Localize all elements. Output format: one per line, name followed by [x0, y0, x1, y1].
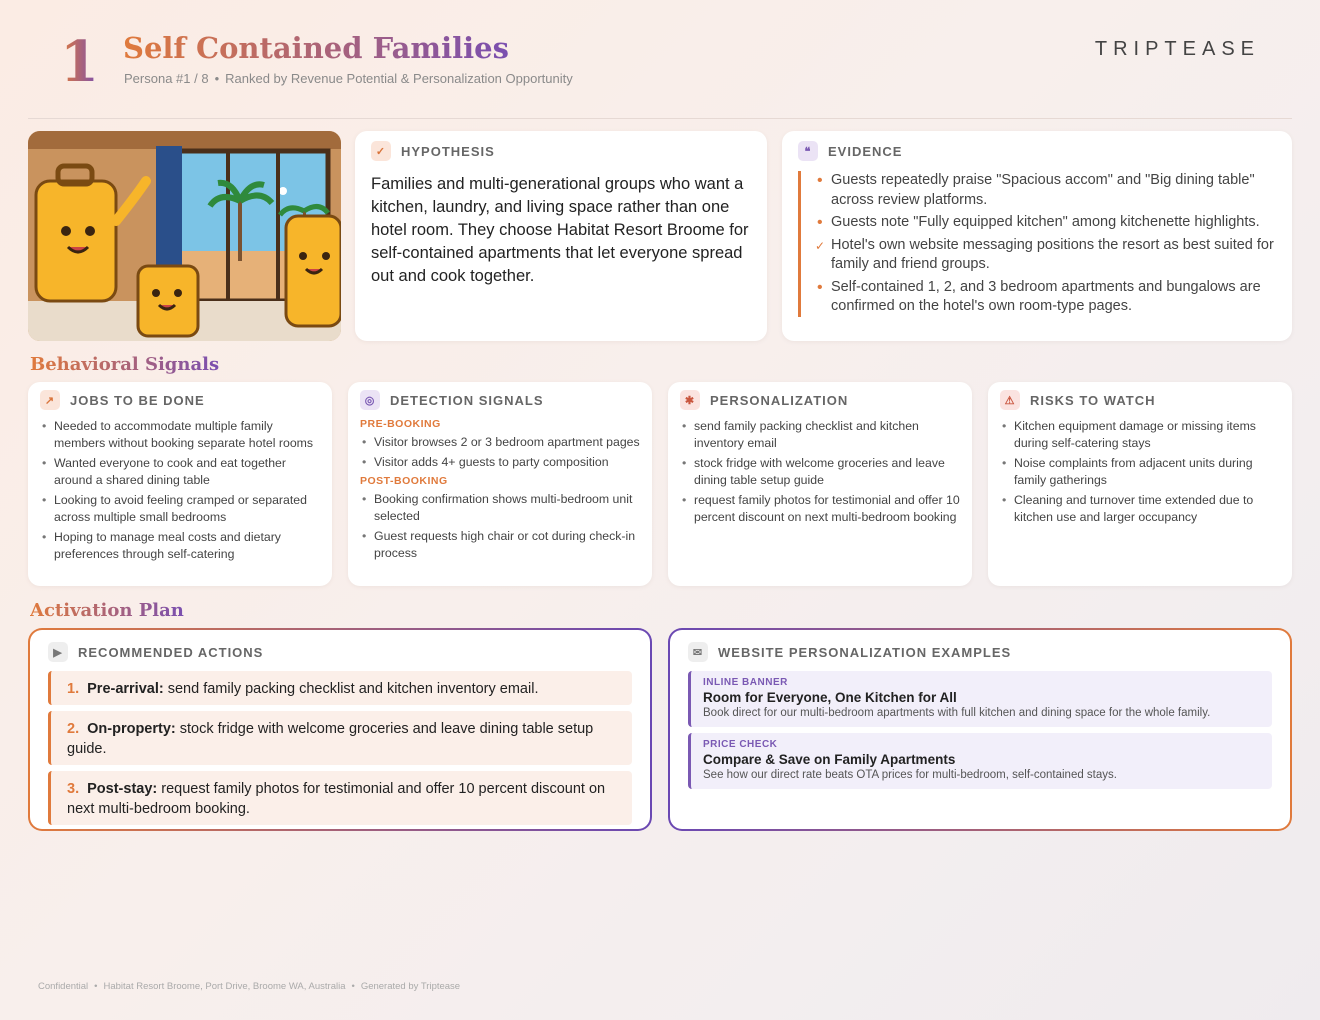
example-item: [688, 671, 1272, 727]
website-examples-card: [668, 628, 1292, 831]
footer-generated: Generated by Triptease: [360, 981, 461, 992]
personalization-heading: PERSONALIZATION: [710, 392, 849, 408]
ranking-text: Ranked by Revenue Potential & Personalization Opportunity: [225, 71, 573, 86]
post-booking-label: POST-BOOKING: [360, 475, 448, 487]
jobs-heading: JOBS TO BE DONE: [70, 392, 205, 408]
behavioral-signals-title: Behavioral Signals: [30, 354, 220, 375]
list-item: • Looking to avoid feeling cramped or separated across multiple small bedrooms: [40, 492, 320, 526]
actions-heading: RECOMMENDED ACTIONS: [78, 644, 264, 660]
page-subtitle: Persona #1 / 8 • Ranked by Revenue Potential & Personalization Opportunity: [124, 71, 573, 86]
personalization-card: [668, 382, 972, 586]
list-item: • Cleaning and turnover time extended due to kitchen use and larger occupancy: [1000, 492, 1280, 526]
action-text: send family packing checklist and kitchen inventory email.: [167, 681, 539, 697]
example-title: Compare & Save on Family Apartments: [703, 752, 956, 767]
evidence-item: • Guests repeatedly praise "Spacious accom" and "Big dining table" across review platforms.: [815, 171, 1276, 210]
footer-confidential: Confidential: [38, 981, 89, 992]
example-desc: Book direct for our multi-bedroom apartments with full kitchen and dining space for the whole family.: [703, 707, 1211, 719]
action-text: stock fridge with welcome groceries and leave dining table setup guide.: [67, 721, 594, 757]
detection-heading: DETECTION SIGNALS: [390, 392, 544, 408]
list-item: • request family photos for testimonial and offer 10 percent discount on next multi-bedroom booking: [680, 492, 960, 526]
warning-icon: ⚠: [1000, 390, 1020, 410]
persona-illustration: [28, 131, 341, 341]
envelope-icon: ✉: [688, 642, 708, 662]
asterisk-icon: ✱: [680, 390, 700, 410]
checkmark-icon: ✓: [815, 238, 826, 253]
persona-index: Persona #1 / 8: [124, 71, 209, 86]
list-item: • send family packing checklist and kitchen inventory email: [680, 418, 960, 452]
evidence-heading: EVIDENCE: [828, 143, 903, 159]
list-item: • Booking confirmation shows multi-bedroom unit selected: [360, 491, 640, 525]
examples-heading: WEBSITE PERSONALIZATION EXAMPLES: [718, 644, 1012, 660]
list-item: • Needed to accommodate multiple family members without booking separate hotel rooms: [40, 418, 320, 452]
action-number: 1.: [67, 681, 80, 697]
risks-card: [988, 382, 1292, 586]
list-item: • Wanted everyone to cook and eat together around a shared dining table: [40, 455, 320, 489]
list-item: • Visitor browses 2 or 3 bedroom apartment pages: [360, 434, 640, 451]
check-icon: ✓: [371, 141, 391, 161]
list-item: • stock fridge with welcome groceries and leave dining table setup guide: [680, 455, 960, 489]
example-tag: INLINE BANNER: [703, 677, 788, 688]
action-text: request family photos for testimonial and offer 10 percent discount on next multi-bedroom booking.: [67, 781, 606, 817]
hypothesis-text: Families and multi-generational groups who want a kitchen, laundry, and living space rather than one hotel room. They choose Habitat Resort Broome for self-contained apartments that let everyone spread out and cook together.: [371, 175, 749, 285]
example-desc: See how our direct rate beats OTA prices for multi-bedroom, self-contained stays.: [703, 769, 1117, 781]
footer-address: Habitat Resort Broome, Port Drive, Broome WA, Australia: [103, 981, 346, 992]
hypothesis-heading: HYPOTHESIS: [401, 143, 495, 159]
action-label: Pre-arrival:: [87, 681, 164, 697]
action-number: 3.: [67, 781, 80, 797]
footer: Confidential • Habitat Resort Broome, Port Drive, Broome WA, Australia • Generated by Triptease: [38, 981, 461, 992]
persona-number: 1: [60, 29, 99, 95]
action-item: [48, 711, 632, 765]
example-title: Room for Everyone, One Kitchen for All: [703, 690, 957, 705]
example-item: [688, 733, 1272, 789]
play-icon: ▶: [48, 642, 68, 662]
page-title: Self Contained Families: [123, 31, 509, 65]
evidence-list: [798, 171, 1276, 317]
action-label: Post-stay:: [87, 781, 158, 797]
evidence-card: [782, 131, 1292, 341]
action-item: [48, 671, 632, 705]
list-item: • Hoping to manage meal costs and dietary preferences through self-catering: [40, 529, 320, 563]
example-tag: PRICE CHECK: [703, 739, 778, 750]
list-item: • Visitor adds 4+ guests to party composition: [360, 454, 640, 471]
action-item: [48, 771, 632, 825]
detection-card: [348, 382, 652, 586]
header-divider: [28, 118, 1292, 119]
list-item: • Kitchen equipment damage or missing items during self-catering stays: [1000, 418, 1280, 452]
activation-plan-title: Activation Plan: [30, 600, 184, 621]
brand-logo: TRIPTEASE: [1094, 38, 1260, 60]
jobs-card: [28, 382, 332, 586]
evidence-item-text: Hotel's own website messaging positions the resort as best suited for family and friend groups.: [831, 236, 1274, 272]
evidence-item: • Guests note "Fully equipped kitchen" among kitchenette highlights.: [815, 213, 1276, 233]
evidence-item: [815, 236, 1276, 275]
action-number: 2.: [67, 721, 80, 737]
hypothesis-card: [355, 131, 767, 341]
pre-booking-label: PRE-BOOKING: [360, 418, 441, 430]
recommended-actions-card: [28, 628, 652, 831]
list-item: • Noise complaints from adjacent units during family gatherings: [1000, 455, 1280, 489]
risks-heading: RISKS TO WATCH: [1030, 392, 1156, 408]
list-item: • Guest requests high chair or cot during check-in process: [360, 528, 640, 562]
target-icon: ◎: [360, 390, 380, 410]
action-label: On-property:: [87, 721, 176, 737]
arrow-icon: ↗: [40, 390, 60, 410]
evidence-item: • Self-contained 1, 2, and 3 bedroom apartments and bungalows are confirmed on the hotel's own room-type pages.: [815, 278, 1276, 317]
quote-icon: ❝: [798, 141, 818, 161]
